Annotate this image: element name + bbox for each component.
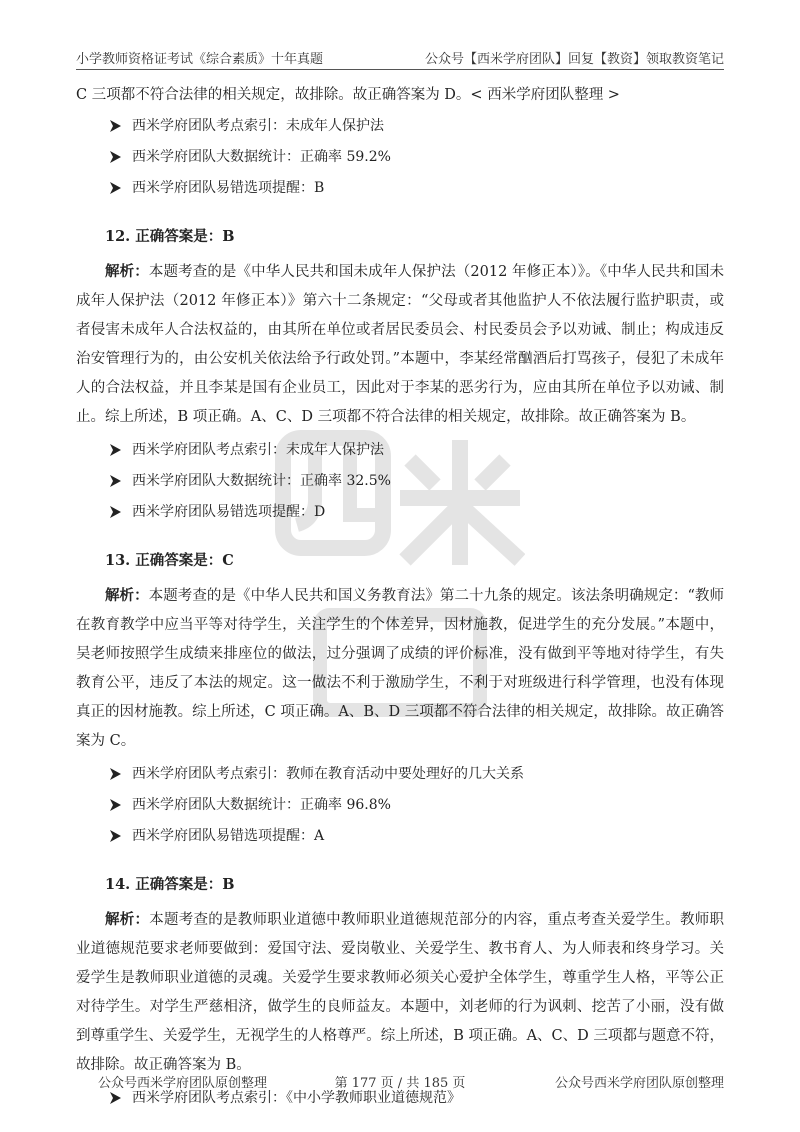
list-item: 西米学府团队考点索引：未成年人保护法 — [76, 114, 724, 145]
list-item: 西米学府团队易错选项提醒：A — [76, 824, 724, 855]
list-item: 西米学府团队易错选项提醒：B — [76, 176, 724, 207]
list-item: 西米学府团队大数据统计：正确率 59.2% — [76, 145, 724, 176]
footer-left-credit: 公众号西米学府团队原创整理 — [98, 1076, 268, 1091]
question-13-bullet-list — [76, 762, 724, 855]
list-item: 西米学府团队考点索引：《中小学教师职业道德规范》 — [76, 1086, 724, 1117]
list-item: 西米学府团队大数据统计：正确率 32.5% — [76, 469, 724, 500]
header-book-title: 小学教师资格证考试《综合素质》十年真题 — [76, 52, 324, 67]
intro-bullet-list — [76, 114, 724, 207]
page-header — [76, 48, 724, 70]
list-item: 西米学府团队易错选项提醒：D — [76, 500, 724, 531]
header-promo-text: 公众号【西米学府团队】回复【教资】领取教资笔记 — [424, 52, 724, 67]
main-content — [76, 81, 724, 1117]
analysis-paragraph-12: 解析：本题考查的是《中华人民共和国未成年人保护法（2012 年修正本）》。《中华人民共和国未成年人保护法（2012 年修正本）》第六十二条规定：“父母或者其他监护人不依法履行监护职责，或者侵害未成年人合法权益的，由其所在单位或者居民委员会、村民委员会予以劝诫、制止；构成违反治安管理行为的，由公安机关依法给予行政处罚。”本题中，李某经常酗酒后打骂孩子，侵犯了未成年人的合法权益，并且李某是国有企业员工，因此对于李某的恶劣行为，应由其所在单位予以劝诫、制止。综上所述，B 项正确。A、C、D 三项都不符合法律的相关规定，故排除。故正确答案为 B。 — [76, 263, 725, 425]
list-item: 西米学府团队考点索引：未成年人保护法 — [76, 438, 724, 469]
analysis-paragraph-14: 解析：本题考查的是教师职业道德中教师职业道德规范部分的内容，重点考查关爱学生。教师职业道德规范要求老师要做到：爱国守法、爱岗敬业、关爱学生、教书育人、为人师表和终身学习。关爱学生是教师职业道德的灵魂。关爱学生要求教师必须关心爱护全体学生，尊重学生人格，平等公正对待学生。对学生严慈相济，做学生的良师益友。本题中，刘老师的行为讽刺、挖苦了小丽，没有做到尊重学生、关爱学生，无视学生的人格尊严。综上所述，B 项正确。A、C、D 三项都与题意不符，故排除。故正确答案为 B。 — [76, 911, 724, 1073]
question-heading-14: 14. 正确答案是：B — [105, 876, 235, 893]
analysis-paragraph-13: 解析：本题考查的是《中华人民共和国义务教育法》第二十九条的规定。该法条明确规定：“教师在教育教学中应当平等对待学生，关注学生的个体差异，因材施教，促进学生的充分发展。”本题中，吴老师按照学生成绩来排座位的做法，过分强调了成绩的评价标准，没有做到平等地对待学生，有失教育公平，违反了本法的规定。这一做法不利于激励学生，不利于对班级进行科学管理，也没有体现真正的因材施教。综上所述，C 项正确。A、B、D 三项都不符合法律的相关规定，故排除。故正确答案为 C。 — [76, 587, 724, 749]
intro-paragraph: C 三项都不符合法律的相关规定，故排除。故正确答案为 D。< 西米学府团队整理 > — [76, 87, 620, 103]
footer-right-credit: 公众号西米学府团队原创整理 — [554, 1076, 724, 1091]
question-heading-13: 13. 正确答案是：C — [105, 552, 234, 569]
question-12-bullet-list — [76, 438, 724, 531]
list-item: 西米学府团队考点索引：教师在教育活动中要处理好的几大关系 — [76, 762, 724, 793]
page-number: 第 177 页 / 共 185 页 — [334, 1076, 466, 1091]
question-heading-12: 12. 正确答案是：B — [105, 228, 235, 245]
list-item: 西米学府团队大数据统计：正确率 96.8% — [76, 793, 724, 824]
